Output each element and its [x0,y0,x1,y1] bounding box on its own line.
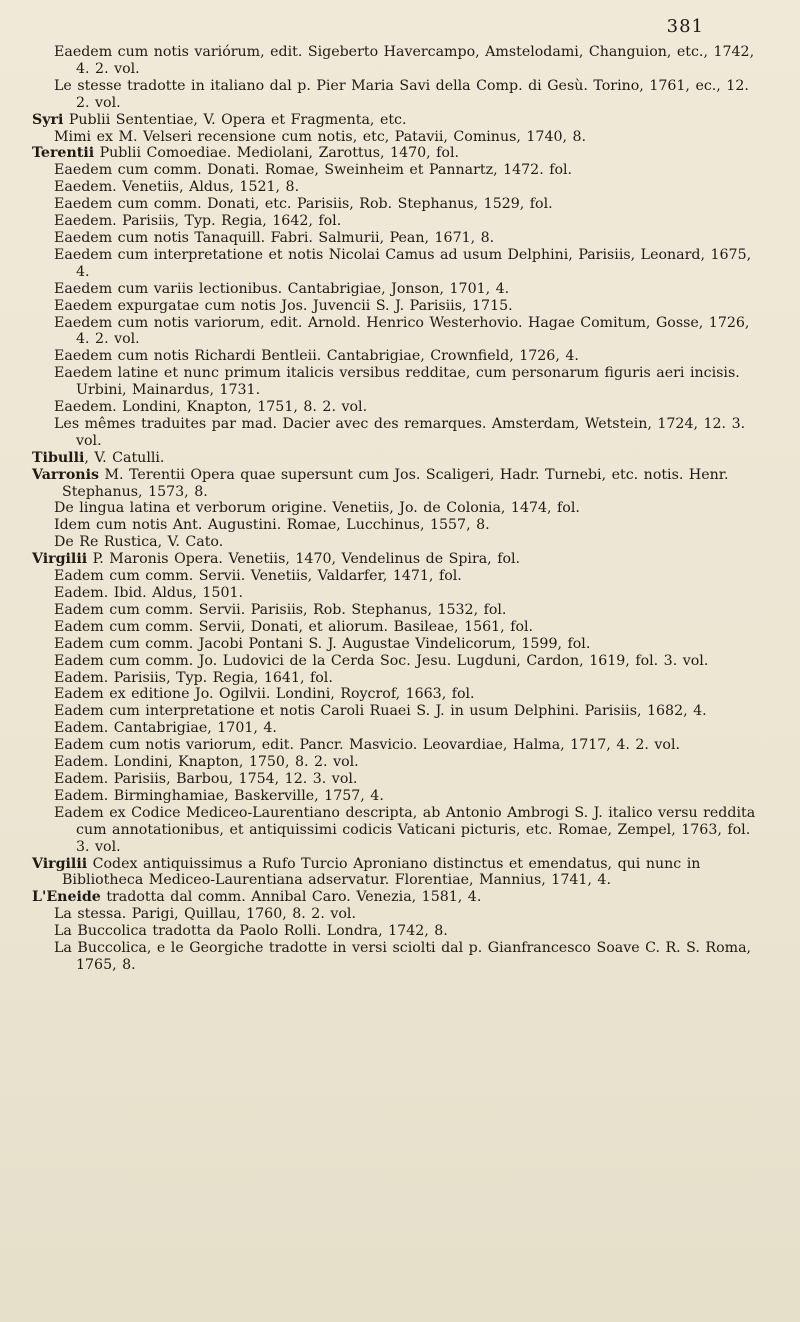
edition-entry [40,348,766,365]
entry-text: P. Maronis Opera. Venetiis, 1470, Vendelinus de Spira, fol. [87,551,521,568]
edition-entry [40,568,766,585]
bibliography-list [32,44,766,974]
author-heading: Terentii [32,145,95,162]
edition-entry [40,737,766,754]
entry-text: Eaedem. Londini, Knapton, 1751, 8. 2. vol. [54,399,368,416]
entry-text: Eaedem. Venetiis, Aldus, 1521, 8. [54,179,300,196]
entry-text: De lingua latina et verborum origine. Venetiis, Jo. de Colonia, 1474, fol. [54,500,580,517]
entry-text: tradotta dal comm. Annibal Caro. Venezia, 1581, 4. [100,889,482,906]
entry-text: Eadem cum interpretatione et notis Caroli Ruaei S. J. in usum Delphini. Parisiis, 1682, 4. [54,703,707,720]
author-entry [32,466,766,501]
edition-entry [40,517,766,534]
edition-entry [40,670,766,687]
edition-entry [40,315,766,349]
edition-entry [40,281,766,298]
entry-text: La Buccolica, e le Georgiche tradotte in versi sciolti dal p. Gianfrancesco Soave C. R. S. Roma, 1765, 8. [54,940,752,973]
entry-text: Eaedem cum comm. Donati, etc. Parisiis, Rob. Stephanus, 1529, fol. [54,196,553,213]
author-entry [32,449,766,467]
entry-text: Eaedem cum notis variórum, edit. Sigeberto Havercampo, Amstelodami, Changuion, etc., 1742, 4. 2. vol. [54,44,755,77]
page-number: 381 [666,16,704,37]
author-entry [32,551,766,568]
entry-text: Eaedem cum variis lectionibus. Cantabrigiae, Jonson, 1701, 4. [54,280,510,297]
entry-text: Eadem ex editione Jo. Ogilvii. Londini, Roycrof, 1663, fol. [54,686,475,703]
edition-entry [40,298,766,315]
entry-text: , V. Catulli. [84,449,165,466]
edition-entry [40,771,766,788]
edition-entry [40,805,766,856]
edition-entry [40,788,766,805]
entry-text: Eadem. Ibid. Aldus, 1501. [54,585,244,601]
entry-text: Eadem cum comm. Servii, Donati, et aliorum. Basileae, 1561, fol. [54,618,534,635]
edition-entry [40,179,766,196]
entry-text: De Re Rustica, V. Cato. [54,534,224,551]
entry-text: Les mêmes traduites par mad. Dacier avec des remarques. Amsterdam, Wetstein, 1724, 12. 3. vol. [54,415,746,449]
edition-entry [40,585,766,602]
entry-text: Eaedem cum interpretatione et notis Nicolai Camus ad usum Delphini, Parisiis, Leonard, 1675, 4. [54,246,752,280]
entry-text: La Buccolica tradotta da Paolo Rolli. Londra, 1742, 8. [54,923,448,940]
edition-entry [40,703,766,720]
author-heading: Varronis [32,466,100,483]
entry-text: Eadem. Birminghamiae, Baskerville, 1757, 4. [54,787,384,804]
entry-text: Eadem cum comm. Jacobi Pontani S. J. Augustae Vindelicorum, 1599, fol. [54,635,591,652]
edition-entry [40,653,766,670]
edition-entry [40,129,766,146]
entry-text: Eadem. Parisiis, Barbou, 1754, 12. 3. vol. [54,770,358,787]
entry-text: Eadem. Parisiis, Typ. Regia, 1641, fol. [54,669,333,686]
author-entry [32,889,766,906]
edition-entry [40,940,766,974]
entry-text: Eadem. Londini, Knapton, 1750, 8. 2. vol. [54,754,359,771]
edition-entry [40,365,766,399]
edition-entry [40,230,766,247]
entry-text: Eaedem cum notis variorum, edit. Arnold. Henrico Westerhovio. Hagae Comitum, Gosse, 1726, 4. 2. vol. [54,314,750,348]
entry-text: Publii Sententiae, V. Opera et Fragmenta, etc. [63,111,407,128]
entry-text: Eaedem cum comm. Donati. Romae, Sweinheim et Pannartz, 1472. fol. [54,162,573,179]
entry-text: Eadem. Cantabrigiae, 1701, 4. [54,720,277,737]
edition-entry [40,619,766,636]
edition-entry [40,44,766,78]
author-entry [32,111,766,129]
entry-text: Publii Comoediae. Mediolani, Zarottus, 1470, fol. [94,145,460,162]
entry-text: Mimi ex M. Velseri recensione cum notis, etc, Patavii, Cominus, 1740, 8. [54,128,587,145]
entry-text: Le stesse tradotte in italiano dal p. Pier Maria Savi della Comp. di Gesù. Torino, 1761, ec., 12. 2. vol. [54,77,749,111]
author-heading: Virgilii [32,551,88,568]
edition-entry [40,636,766,653]
author-heading: Virgilii [32,855,88,872]
edition-entry [40,416,766,450]
entry-text: Codex antiquissimus a Rufo Turcio Aproniano distinctus et emendatus, qui nunc in Bibliotheca Mediceo-Laurentiana adservatur. Florentiae, Mannius, 1741, 4. [62,855,701,889]
author-entry [32,145,766,162]
edition-entry [40,923,766,940]
entry-text: Eaedem expurgatae cum notis Jos. Juvencii S. J. Parisiis, 1715. [54,297,513,314]
author-heading: L'Eneide [32,889,101,906]
edition-entry [40,78,766,112]
edition-entry [40,500,766,517]
entry-text: Idem cum notis Ant. Augustini. Romae, Lucchinus, 1557, 8. [54,517,490,534]
entry-text: M. Terentii Opera quae supersunt cum Jos. Scaligeri, Hadr. Turnebi, etc. notis. Henr. Stephanus, 1573, 8. [62,466,729,500]
edition-entry [40,534,766,551]
entry-text: Eaedem. Parisiis, Typ. Regia, 1642, fol. [54,213,342,230]
entry-text: Eadem cum notis variorum, edit. Pancr. Masvicio. Leovardiae, Halma, 1717, 4. 2. vol. [54,737,681,754]
edition-entry [40,754,766,771]
edition-entry [40,399,766,416]
entry-text: La stessa. Parigi, Quillau, 1760, 8. 2. vol. [54,906,356,923]
edition-entry [40,686,766,703]
author-heading: Tibulli [32,449,85,466]
edition-entry [40,247,766,281]
entry-text: Eadem cum comm. Jo. Ludovici de la Cerda Soc. Jesu. Lugduni, Cardon, 1619, fol. 3. vol. [54,652,709,669]
author-entry [32,855,766,890]
edition-entry [40,602,766,619]
entry-text: Eadem ex Codice Mediceo-Laurentiano descripta, ab Antonio Ambrogi S. J. italico versu reddita cum annotationibus, et antiquissimi codicis Vaticani picturis, etc. Romae, Zempel, 1763, fol. 3. vol. [54,804,756,855]
edition-entry [40,162,766,179]
edition-entry [40,720,766,737]
entry-text: Eaedem cum notis Richardi Bentleii. Cantabrigiae, Crownfield, 1726, 4. [54,348,579,365]
entry-text: Eaedem cum notis Tanaquill. Fabri. Salmurii, Pean, 1671, 8. [54,229,495,246]
author-heading: Syri [32,111,64,128]
entry-text: Eaedem latine et nunc primum italicis versibus redditae, cum personarum figuris aeri incisis. Urbini, Mainardus, 1731. [54,365,740,399]
edition-entry [40,906,766,923]
entry-text: Eadem cum comm. Servii. Parisiis, Rob. Stephanus, 1532, fol. [54,601,507,618]
edition-entry [40,196,766,213]
entry-text: Eadem cum comm. Servii. Venetiis, Valdarfer, 1471, fol. [54,568,462,585]
edition-entry [40,213,766,230]
